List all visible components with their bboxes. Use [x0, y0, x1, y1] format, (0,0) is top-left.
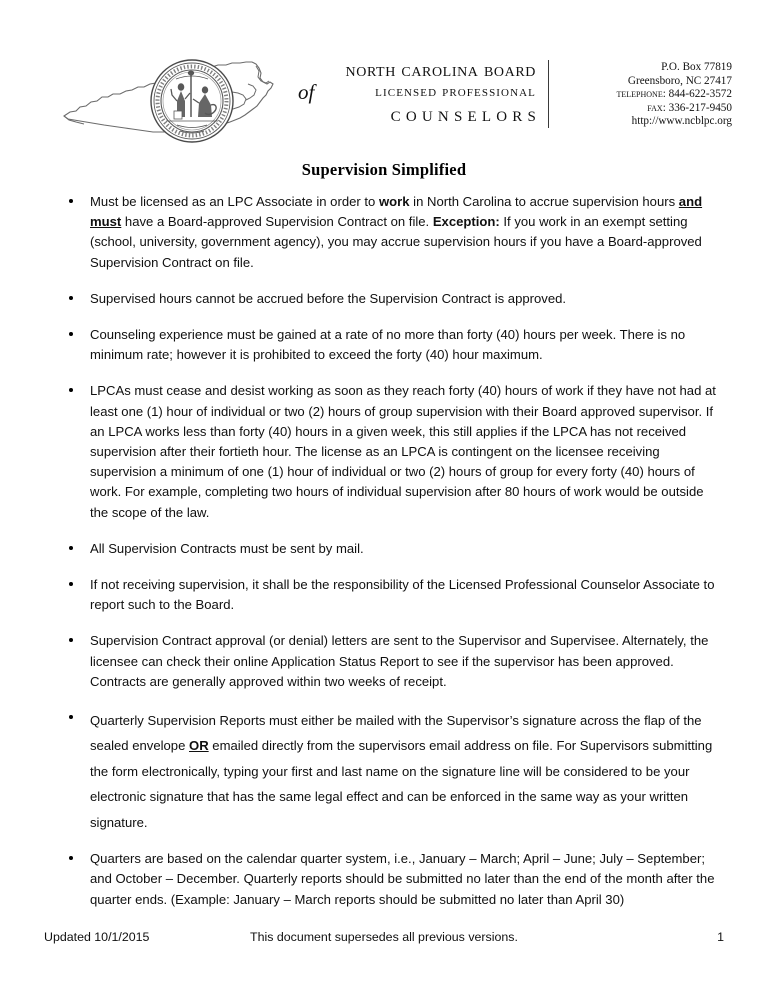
- contact-city-state-zip: Greensboro, NC 27417: [627, 74, 732, 87]
- bullet-1-bold-underline-and-must: and must: [90, 194, 703, 230]
- letterhead-header: [0, 52, 768, 148]
- contact-info-block: [560, 61, 732, 129]
- footer-updated-date: Updated 10/1/2015: [44, 930, 150, 944]
- bullet-marker: [69, 856, 73, 860]
- masthead-line-2: licensed professional: [375, 83, 536, 100]
- footer-supersedes-note: This document supersedes all previous versions.: [250, 930, 518, 944]
- bullet-marker: [69, 332, 73, 336]
- bullet-marker: [69, 715, 73, 719]
- fax-label: fax:: [647, 101, 666, 114]
- bullet-4-text: LPCAs must cease and desist working as soon as they reach forty (40) hours of work if they have not had at least one (1) hour of individual or two (2) hours of group supervision with their Board approved supervisor. If an LPCA works less than forty (40) hours in a given week, this still applies if the LPCA has not received supervision after their fortieth hour. The license as an LPCA is contingent on the licensee receiving supervision a minimum of one (1) hour of individual or two (2) hours of group for every forty (40) hours of work. For example, completing two hours of individual supervision after 80 hours of work would be outside the scope of the law.: [90, 383, 716, 520]
- bullet-marker: [69, 546, 73, 550]
- bullet-2-text: Supervised hours cannot be accrued before the Supervision Contract is approved.: [90, 290, 567, 306]
- bullet-1-bold-work: work: [378, 194, 410, 209]
- organization-masthead: [296, 60, 541, 126]
- bullet-5-text: All Supervision Contracts must be sent by mail.: [90, 540, 364, 556]
- bullet-marker: [69, 582, 73, 586]
- masthead-line-1: north carolina board: [345, 60, 536, 81]
- bullet-8-text-1: Quarterly Supervision Reports must either be mailed with the Supervisor’s signature across the flap of the sealed envelope: [90, 713, 702, 754]
- list-item: [62, 575, 722, 615]
- bullet-marker: [69, 388, 73, 392]
- bullet-list: [62, 192, 722, 926]
- bullet-3-text: Counseling experience must be gained at a rate of no more than forty (40) hours per week. There is no minimum rate; however it is prohibited to exceed the forty (40) hour maximum.: [90, 327, 686, 363]
- list-item: [62, 708, 722, 835]
- list-item: [62, 381, 722, 522]
- contact-fax-row: [560, 102, 732, 116]
- header-vertical-divider: [548, 60, 549, 128]
- bullet-1-text-4: If you work in an exempt setting (school, university, government agency), you may accrue supervision hours if you have a Board-approved Supervision Contract on file.: [90, 214, 702, 270]
- contact-telephone-row: [560, 88, 732, 102]
- nc-state-outline-seal-logo: [60, 54, 310, 148]
- contact-po-box: P.O. Box 77819: [661, 61, 732, 73]
- bullet-1-text-1: Must be licensed as an LPC Associate in order to: [90, 194, 379, 209]
- page-footer: [0, 930, 768, 950]
- bullet-6-text: If not receiving supervision, it shall be the responsibility of the Licensed Professional Counselor Associate to report such to the Board.: [90, 577, 715, 613]
- list-item: [62, 539, 722, 559]
- list-item: [62, 631, 722, 692]
- bullet-marker: [69, 296, 73, 300]
- bullet-7-text: Supervision Contract approval (or denial) letters are sent to the Supervisor and Supervisee. Alternately, the licensee can check their online Application Status Report to see if the supervisor has been approved. Contracts are generally approved within two weeks of receipt.: [90, 633, 709, 689]
- masthead-of-script: of: [298, 80, 315, 104]
- bullet-1-text-3: have a Board-approved Supervision Contract on file.: [121, 214, 433, 230]
- list-item: [62, 849, 722, 910]
- masthead-line-3: counselors: [390, 102, 541, 126]
- fax-value: 336-217-9450: [668, 101, 732, 114]
- telephone-label: telephone:: [616, 88, 666, 101]
- bullet-1-text-2: in North Carolina to accrue supervision hours: [409, 194, 679, 209]
- bullet-8-bold-underline-or: OR: [189, 738, 209, 754]
- contact-website: http://www.ncblpc.org: [631, 115, 732, 128]
- list-item: [62, 325, 722, 365]
- bullet-9-text: Quarters are based on the calendar quarter system, i.e., January – March; April – June; July – September; and October – December. Quarterly reports should be submitted no later than the end of the month after the quarter ends. (Example: January – March reports should be submitted no later than April 30): [90, 851, 715, 907]
- bullet-1-bold-exception: Exception:: [432, 214, 500, 230]
- page-title: Supervision Simplified: [301, 160, 467, 179]
- bullet-marker: [69, 638, 73, 642]
- telephone-value: 844-622-3572: [668, 88, 732, 101]
- list-item: [62, 289, 722, 309]
- footer-page-number: 1: [717, 930, 724, 944]
- bullet-marker: [69, 199, 73, 203]
- list-item: [62, 192, 722, 273]
- bullet-8-text-2: emailed directly from the supervisors email address on file. For Supervisors submitting the form electronically, typing your first and last name on the signature line will be considered to be your electronic signature that has the same legal effect and can be enforced in the same way as your written signature.: [90, 738, 713, 830]
